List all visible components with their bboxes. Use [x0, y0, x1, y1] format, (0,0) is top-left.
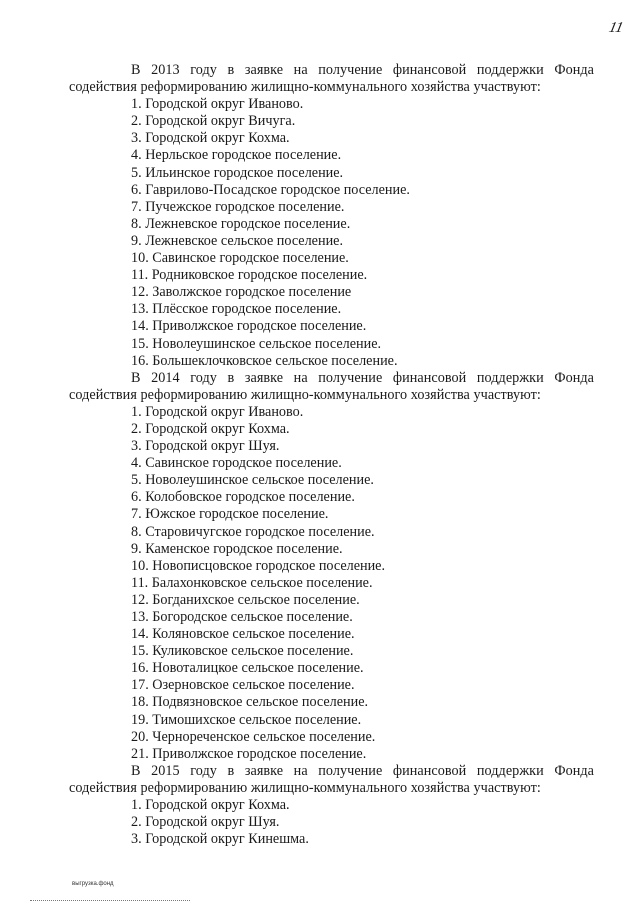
- list-item: 9. Каменское городское поселение.: [131, 540, 343, 557]
- list-item: 3. Городской округ Кинешма.: [131, 831, 309, 848]
- list-item: 2. Городской округ Шуя.: [131, 814, 280, 831]
- list-item: 8. Лежневское городское поселение.: [131, 215, 351, 232]
- intro-line: В 2013 году в заявке на получение финансовой поддержки Фонда: [131, 62, 594, 78]
- list-item: 10. Новописцовское городское поселение.: [131, 557, 386, 574]
- intro-line: содействия реформированию жилищно-коммунального хозяйства участвуют:: [69, 79, 541, 96]
- footer-mark: выгрузка.фонд: [72, 881, 114, 887]
- list-item: 7. Южское городское поселение.: [131, 506, 329, 523]
- list-item: 16. Большеклочковское сельское поселение.: [131, 352, 398, 369]
- list-item: 13. Богородское сельское поселение.: [131, 609, 353, 625]
- list-item: 8. Старовичугское городское поселение.: [131, 523, 375, 540]
- footer-rule: [30, 900, 190, 901]
- list-item: 4. Савинское городское поселение.: [131, 455, 342, 472]
- list-item: 10. Савинское городское поселение.: [131, 250, 349, 267]
- section-2015: [69, 762, 594, 848]
- municipality-list: [100, 404, 594, 763]
- list-item: 7. Пучежское городское поселение.: [131, 198, 345, 215]
- list-item: 5. Новолеушинское сельское поселение.: [131, 472, 374, 489]
- list-item: 3. Городской округ Шуя.: [131, 438, 280, 455]
- section-2013: [69, 62, 594, 370]
- list-item: 1. Городской округ Иваново.: [131, 96, 304, 113]
- list-item: 1. Городской округ Кохма.: [131, 797, 290, 814]
- document-body: [69, 62, 594, 848]
- list-item: 15. Куликовское сельское поселение.: [131, 643, 354, 660]
- list-item: 17. Озерновское сельское поселение.: [131, 677, 355, 694]
- intro-line: содействия реформированию жилищно-коммунального хозяйства участвуют:: [69, 779, 541, 796]
- list-item: 2. Городской округ Вичуга.: [131, 113, 296, 130]
- section-intro: [69, 369, 594, 404]
- section-intro: [69, 62, 594, 96]
- list-item: 1. Городской округ Иваново.: [131, 403, 304, 420]
- list-item: 14. Коляновское сельское поселение.: [131, 626, 355, 643]
- intro-line: содействия реформированию жилищно-коммунального хозяйства участвуют:: [69, 386, 541, 403]
- list-item: 4. Нерльское городское поселение.: [131, 147, 342, 164]
- list-item: 12. Заволжское городское поселение: [131, 284, 352, 301]
- list-item: 6. Колобовское городское поселение.: [131, 489, 355, 506]
- list-item: 3. Городской округ Кохма.: [131, 130, 290, 147]
- section-intro: [69, 762, 594, 797]
- intro-line: В 2015 году в заявке на получение финансовой поддержки Фонда: [131, 762, 594, 779]
- list-item: 11. Балахонковское сельское поселение.: [131, 574, 373, 591]
- list-item: 11. Родниковское городское поселение.: [131, 267, 368, 284]
- list-item: 19. Тимошихское сельское поселение.: [131, 711, 362, 728]
- list-item: 12. Богданихское сельское поселение.: [131, 591, 360, 608]
- list-item: 2. Городской округ Кохма.: [131, 420, 290, 437]
- list-item: 15. Новолеушинское сельское поселение.: [131, 335, 382, 352]
- section-2014: [69, 369, 594, 763]
- list-item: 13. Плёсское городское поселение.: [131, 301, 342, 318]
- list-item: 18. Подвязновское сельское поселение.: [131, 694, 369, 711]
- municipality-list: [100, 797, 594, 848]
- intro-line: В 2014 году в заявке на получение финансовой поддержки Фонда: [131, 369, 594, 386]
- page-number: 11: [607, 20, 625, 36]
- list-item: 9. Лежневское сельское поселение.: [131, 232, 344, 249]
- list-item: 21. Приволжское городское поселение.: [131, 745, 367, 762]
- list-item: 14. Приволжское городское поселение.: [131, 318, 367, 335]
- list-item: 20. Чернореченское сельское поселение.: [131, 728, 376, 745]
- municipality-list: [100, 96, 594, 370]
- list-item: 6. Гаврилово-Посадское городское поселение.: [131, 181, 410, 198]
- list-item: 16. Новоталицкое сельское поселение.: [131, 660, 364, 677]
- list-item: 5. Ильинское городское поселение.: [131, 164, 344, 181]
